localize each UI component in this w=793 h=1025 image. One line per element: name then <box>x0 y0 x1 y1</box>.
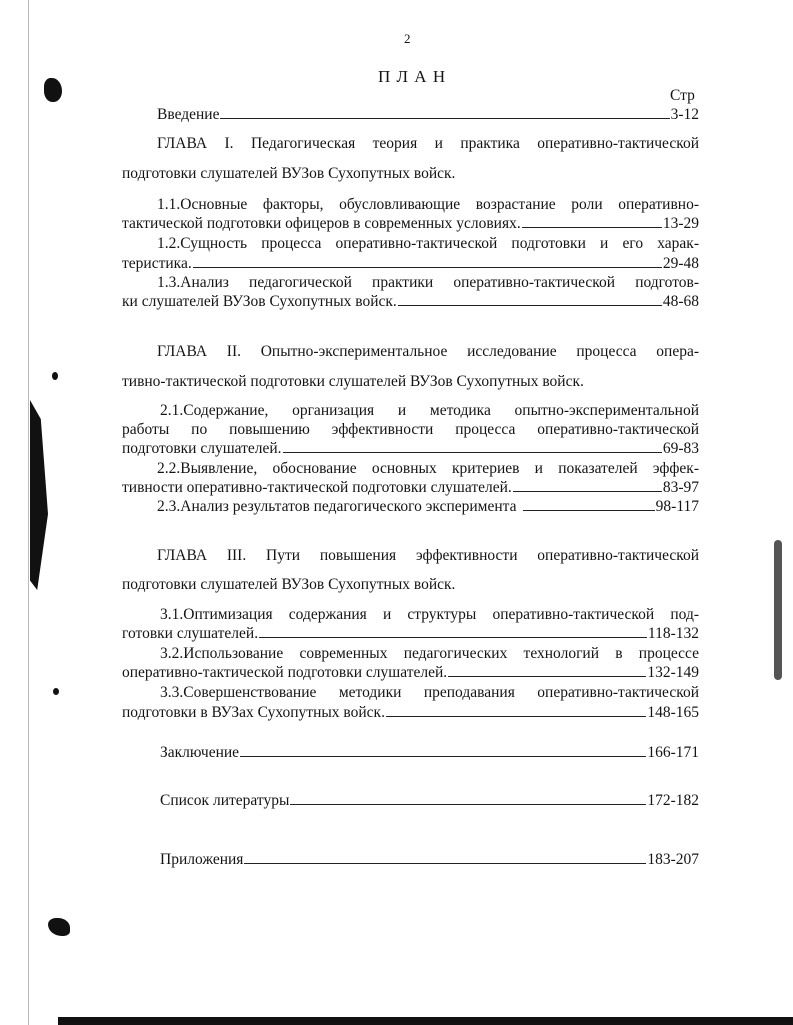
section-2-1-line-2: работы по повышению эффективности процесса оперативно-тактической <box>122 421 699 438</box>
leader-line <box>244 863 646 864</box>
toc-pages: 166-171 <box>647 744 699 761</box>
toc-entry-appendices <box>160 851 699 869</box>
toc-pages: 3-12 <box>670 106 699 123</box>
toc-label: тивности оперативно-тактической подготовки слушателей. <box>122 479 512 496</box>
section-1-2-line-1: 1.2.Сущность процесса оперативно-тактической подготовки и его харак- <box>157 235 699 252</box>
toc-label: Заключение <box>160 744 240 761</box>
toc-pages: 132-149 <box>647 664 699 681</box>
toc-pages: 98-117 <box>655 498 699 515</box>
scan-shadow-left <box>30 400 48 590</box>
section-3-2-line-1: 3.2.Использование современных педагогических технологий в процессе <box>160 645 699 662</box>
leader-line <box>259 637 647 638</box>
leader-line <box>513 491 662 492</box>
toc-label: подготовки слушателей. <box>122 440 282 457</box>
scan-bottom-bar <box>58 1017 793 1025</box>
section-2-1-line-1: 2.1.Содержание, организация и методика опытно-экспериментальной <box>160 402 699 419</box>
section-3-1-line-2 <box>122 625 699 643</box>
leader-line <box>522 227 662 228</box>
toc-label: Список литературы <box>160 792 290 809</box>
chapter-1-title-line-1: ГЛАВА I. Педагогическая теория и практика оперативно-тактической <box>157 135 699 152</box>
toc-label: тактической подготовки офицеров в современных условиях. <box>122 215 521 232</box>
section-1-3-line-2 <box>122 293 699 311</box>
section-2-3 <box>157 498 699 516</box>
section-1-3-line-1: 1.3.Анализ педагогической практики оперативно-тактической подготов- <box>157 274 699 291</box>
leader-line <box>523 510 655 511</box>
section-3-2-line-2 <box>122 664 699 682</box>
toc-pages: 29-48 <box>662 255 699 272</box>
page-title: П Л А Н <box>378 67 447 86</box>
toc-entry-literature <box>160 792 699 810</box>
chapter-2-title-line-2: тивно-тактической подготовки слушателей ВУЗов Сухопутных войск. <box>122 373 584 390</box>
toc-pages: 48-68 <box>662 293 699 310</box>
toc-entry-intro <box>157 106 699 124</box>
toc-label: оперативно-тактической подготовки слушателей. <box>122 664 448 681</box>
scan-blot-top-left <box>44 78 62 102</box>
section-2-1-line-3 <box>122 440 699 458</box>
toc-label: ки слушателей ВУЗов Сухопутных войск. <box>122 293 397 310</box>
section-2-2-line-1: 2.2.Выявление, обоснование основных критериев и показателей эффек- <box>157 460 699 477</box>
toc-label: подготовки в ВУЗах Сухопутных войск. <box>122 704 385 721</box>
section-3-1-line-1: 3.1.Оптимизация содержания и структуры оперативно-тактической под- <box>160 606 699 623</box>
toc-entry-conclusion <box>160 744 699 762</box>
toc-pages: 69-83 <box>662 440 699 457</box>
chapter-3-title-line-1: ГЛАВА III. Пути повышения эффективности оперативно-тактической <box>157 547 699 564</box>
toc-pages: 118-132 <box>647 625 699 642</box>
section-1-2-line-2 <box>122 255 699 273</box>
page-column-label: Стр <box>670 87 695 104</box>
toc-label: 2.3.Анализ результатов педагогического эксперимента <box>157 498 517 515</box>
toc-pages: 13-29 <box>662 215 699 232</box>
scan-shadow-right <box>774 540 782 680</box>
section-1-1-line-2 <box>122 215 699 233</box>
leader-line <box>220 118 669 119</box>
leader-line <box>283 452 662 453</box>
toc-label: Введение <box>157 106 220 123</box>
leader-line <box>193 267 662 268</box>
toc-label: готовки слушателей. <box>122 625 259 642</box>
toc-pages: 83-97 <box>662 479 699 496</box>
leader-line <box>240 756 646 757</box>
section-1-1-line-1: 1.1.Основные факторы, обусловливающие возрастание роли оперативно- <box>157 196 699 213</box>
chapter-1-title-line-2: подготовки слушателей ВУЗов Сухопутных войск. <box>122 165 456 182</box>
chapter-2-title-line-1: ГЛАВА II. Опытно-экспериментальное исследование процесса опера- <box>157 343 699 360</box>
toc-pages: 183-207 <box>647 851 699 868</box>
leader-line <box>448 676 646 677</box>
section-3-3-line-1: 3.3.Совершенствование методики преподавания оперативно-тактической <box>160 684 699 701</box>
leader-line <box>398 305 662 306</box>
toc-label: теристика. <box>122 255 192 272</box>
page-number: 2 <box>404 31 411 46</box>
leader-line <box>386 716 646 717</box>
scan-border-line-left <box>28 0 29 1025</box>
toc-pages: 148-165 <box>647 704 699 721</box>
leader-line <box>290 804 646 805</box>
scan-dot-left <box>52 372 58 380</box>
scan-dot-left-lower <box>53 688 59 695</box>
section-2-2-line-2 <box>122 479 699 497</box>
toc-pages: 172-182 <box>647 792 699 809</box>
section-3-3-line-2 <box>122 704 699 722</box>
scan-blot-bottom-left <box>48 918 70 936</box>
chapter-3-title-line-2: подготовки слушателей ВУЗов Сухопутных войск. <box>122 576 456 593</box>
toc-label: Приложения <box>160 851 244 868</box>
